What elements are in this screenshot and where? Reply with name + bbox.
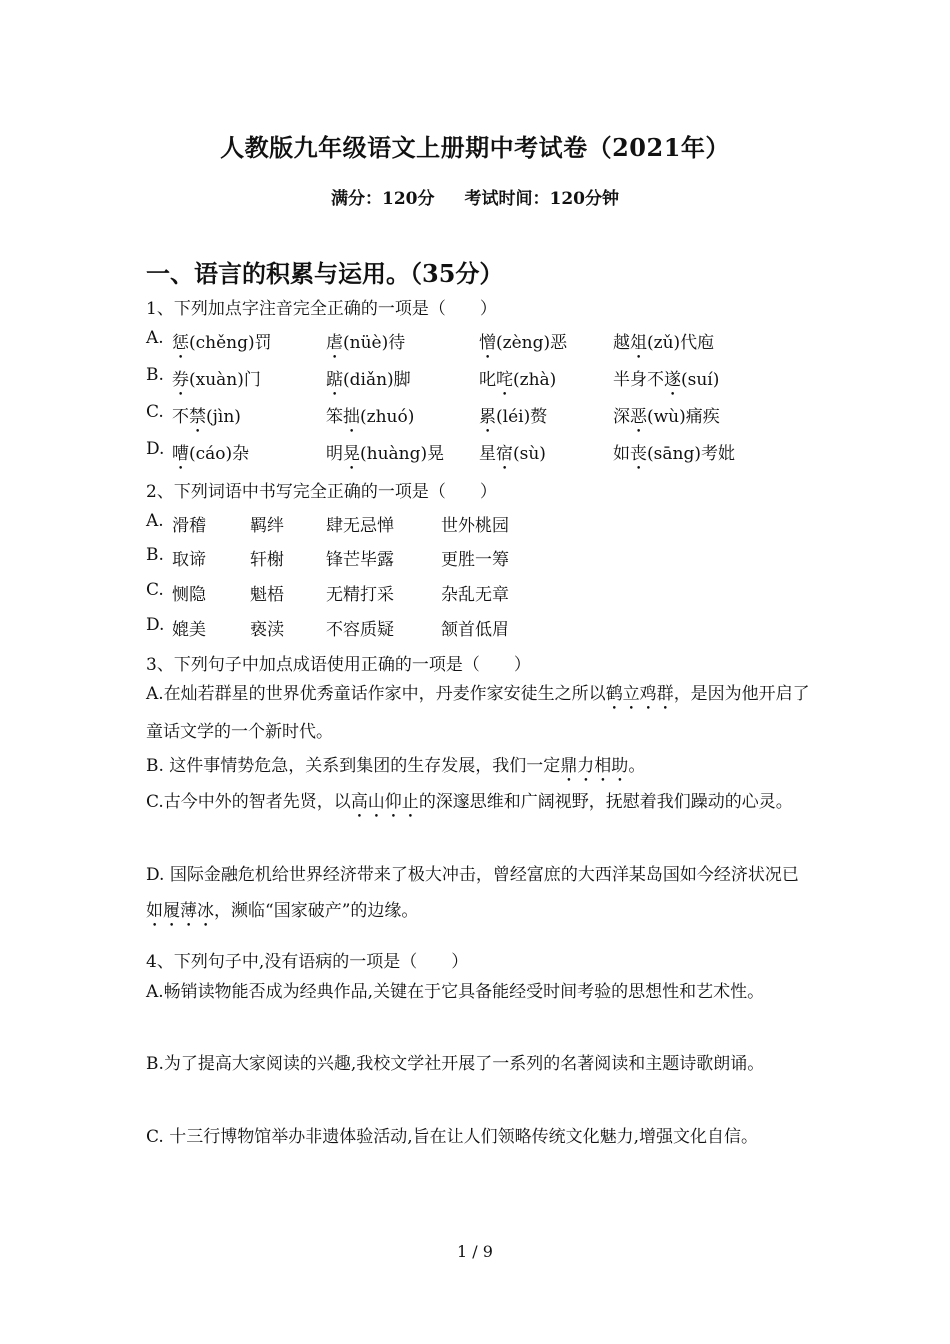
phrase: 券(xuàn)门 bbox=[172, 370, 261, 390]
q4-option-a: A.畅销读物能否成为经典作品,关键在于它具备能经受时间考验的思想性和艺术性。 bbox=[146, 982, 765, 1002]
phrase: 惩(chěng)罚 bbox=[172, 333, 272, 353]
page-number: 1 / 9 bbox=[457, 1242, 493, 1261]
phrase: 虐(nüè)待 bbox=[326, 333, 406, 353]
question-1-stem: 1、下列加点字注音完全正确的一项是（ ） bbox=[146, 299, 497, 319]
word: 魁梧 bbox=[250, 585, 284, 605]
option-label: A. bbox=[146, 511, 164, 531]
option-label: A. bbox=[146, 328, 164, 348]
phrase: 明晃(huàng)晃 bbox=[326, 444, 445, 464]
word: 轩榭 bbox=[250, 550, 284, 570]
option-label: D. bbox=[146, 439, 165, 459]
word: 不容质疑 bbox=[326, 620, 394, 640]
word: 滑稽 bbox=[172, 516, 206, 536]
exam-info bbox=[0, 184, 950, 209]
word: 媲美 bbox=[172, 620, 206, 640]
phrase: 笨拙(zhuó) bbox=[326, 407, 415, 427]
word: 颔首低眉 bbox=[441, 620, 509, 640]
word: 亵渎 bbox=[250, 620, 284, 640]
q4-option-b: B.为了提高大家阅读的兴趣,我校文学社开展了一系列的名著阅读和主题诗歌朗诵。 bbox=[146, 1054, 765, 1074]
option-label: B. bbox=[146, 545, 164, 565]
phrase: 半身不遂(suí) bbox=[613, 370, 720, 390]
word: 锋芒毕露 bbox=[326, 550, 394, 570]
dotted-idiom: 如履薄冰 bbox=[146, 901, 214, 921]
phrase: 累(léi)赘 bbox=[479, 407, 548, 427]
q4-option-c: C. 十三行博物馆举办非遗体验活动,旨在让人们领略传统文化魅力,增强文化自信。 bbox=[146, 1127, 759, 1147]
dotted-idiom: 鼎力相助 bbox=[560, 756, 629, 776]
phrase: 深恶(wù)痛疾 bbox=[613, 407, 720, 427]
full-score: 满分：120分 bbox=[331, 189, 435, 209]
option-label: C. bbox=[146, 402, 164, 422]
phrase: 越俎(zǔ)代庖 bbox=[613, 333, 715, 353]
word: 无精打采 bbox=[326, 585, 394, 605]
phrase: 踮(diǎn)脚 bbox=[326, 370, 411, 390]
question-3-stem: 3、下列句子中加点成语使用正确的一项是（ ） bbox=[146, 655, 531, 675]
phrase: 如丧(sāng)考妣 bbox=[613, 444, 735, 464]
section-heading: 一、语言的积累与运用。（35分） bbox=[146, 259, 504, 288]
q3-option-a: A.在灿若群星的世界优秀童话作家中，丹麦作家安徒生之所以鹤立鸡群，是因为他开启了童话文学的一个新时代。 bbox=[146, 684, 810, 742]
q3-option-d: D. 国际金融危机给世界经济带来了极大冲击，曾经富庶的大西洋某岛国如今经济状况已如履薄冰，濒临“国家破产”的边缘。 bbox=[146, 865, 799, 921]
q3-option-b: B. 这件事情势危急，关系到集团的生存发展，我们一定鼎力相助。 bbox=[146, 756, 646, 776]
phrase: 憎(zèng)恶 bbox=[479, 333, 568, 353]
question-2-stem: 2、下列词语中书写完全正确的一项是（ ） bbox=[146, 482, 497, 502]
phrase: 嘈(cáo)杂 bbox=[172, 444, 250, 464]
word: 取谛 bbox=[172, 550, 206, 570]
word: 恻隐 bbox=[172, 585, 206, 605]
word: 杂乱无章 bbox=[441, 585, 509, 605]
phrase: 星宿(sù) bbox=[479, 444, 546, 464]
question-4-stem: 4、下列句子中,没有语病的一项是（ ） bbox=[146, 952, 469, 972]
option-label: B. bbox=[146, 365, 164, 385]
dotted-idiom: 鹤立鸡群 bbox=[605, 684, 674, 704]
exam-time: 考试时间：120分钟 bbox=[464, 189, 619, 209]
word: 世外桃园 bbox=[441, 516, 509, 536]
page-title: 人教版九年级语文上册期中考试卷（2021年） bbox=[220, 133, 730, 162]
word: 更胜一筹 bbox=[441, 550, 509, 570]
option-label: D. bbox=[146, 615, 165, 635]
word: 肆无忌惮 bbox=[326, 516, 394, 536]
phrase: 叱咤(zhà) bbox=[479, 370, 557, 390]
q3-option-c: C.古今中外的智者先贤，以高山仰止的深邃思维和广阔视野，抚慰着我们躁动的心灵。 bbox=[146, 792, 793, 812]
word: 羁绊 bbox=[250, 516, 284, 536]
dotted-idiom: 高山仰止 bbox=[350, 792, 419, 812]
phrase: 不禁(jìn) bbox=[172, 407, 241, 427]
option-label: C. bbox=[146, 580, 164, 600]
